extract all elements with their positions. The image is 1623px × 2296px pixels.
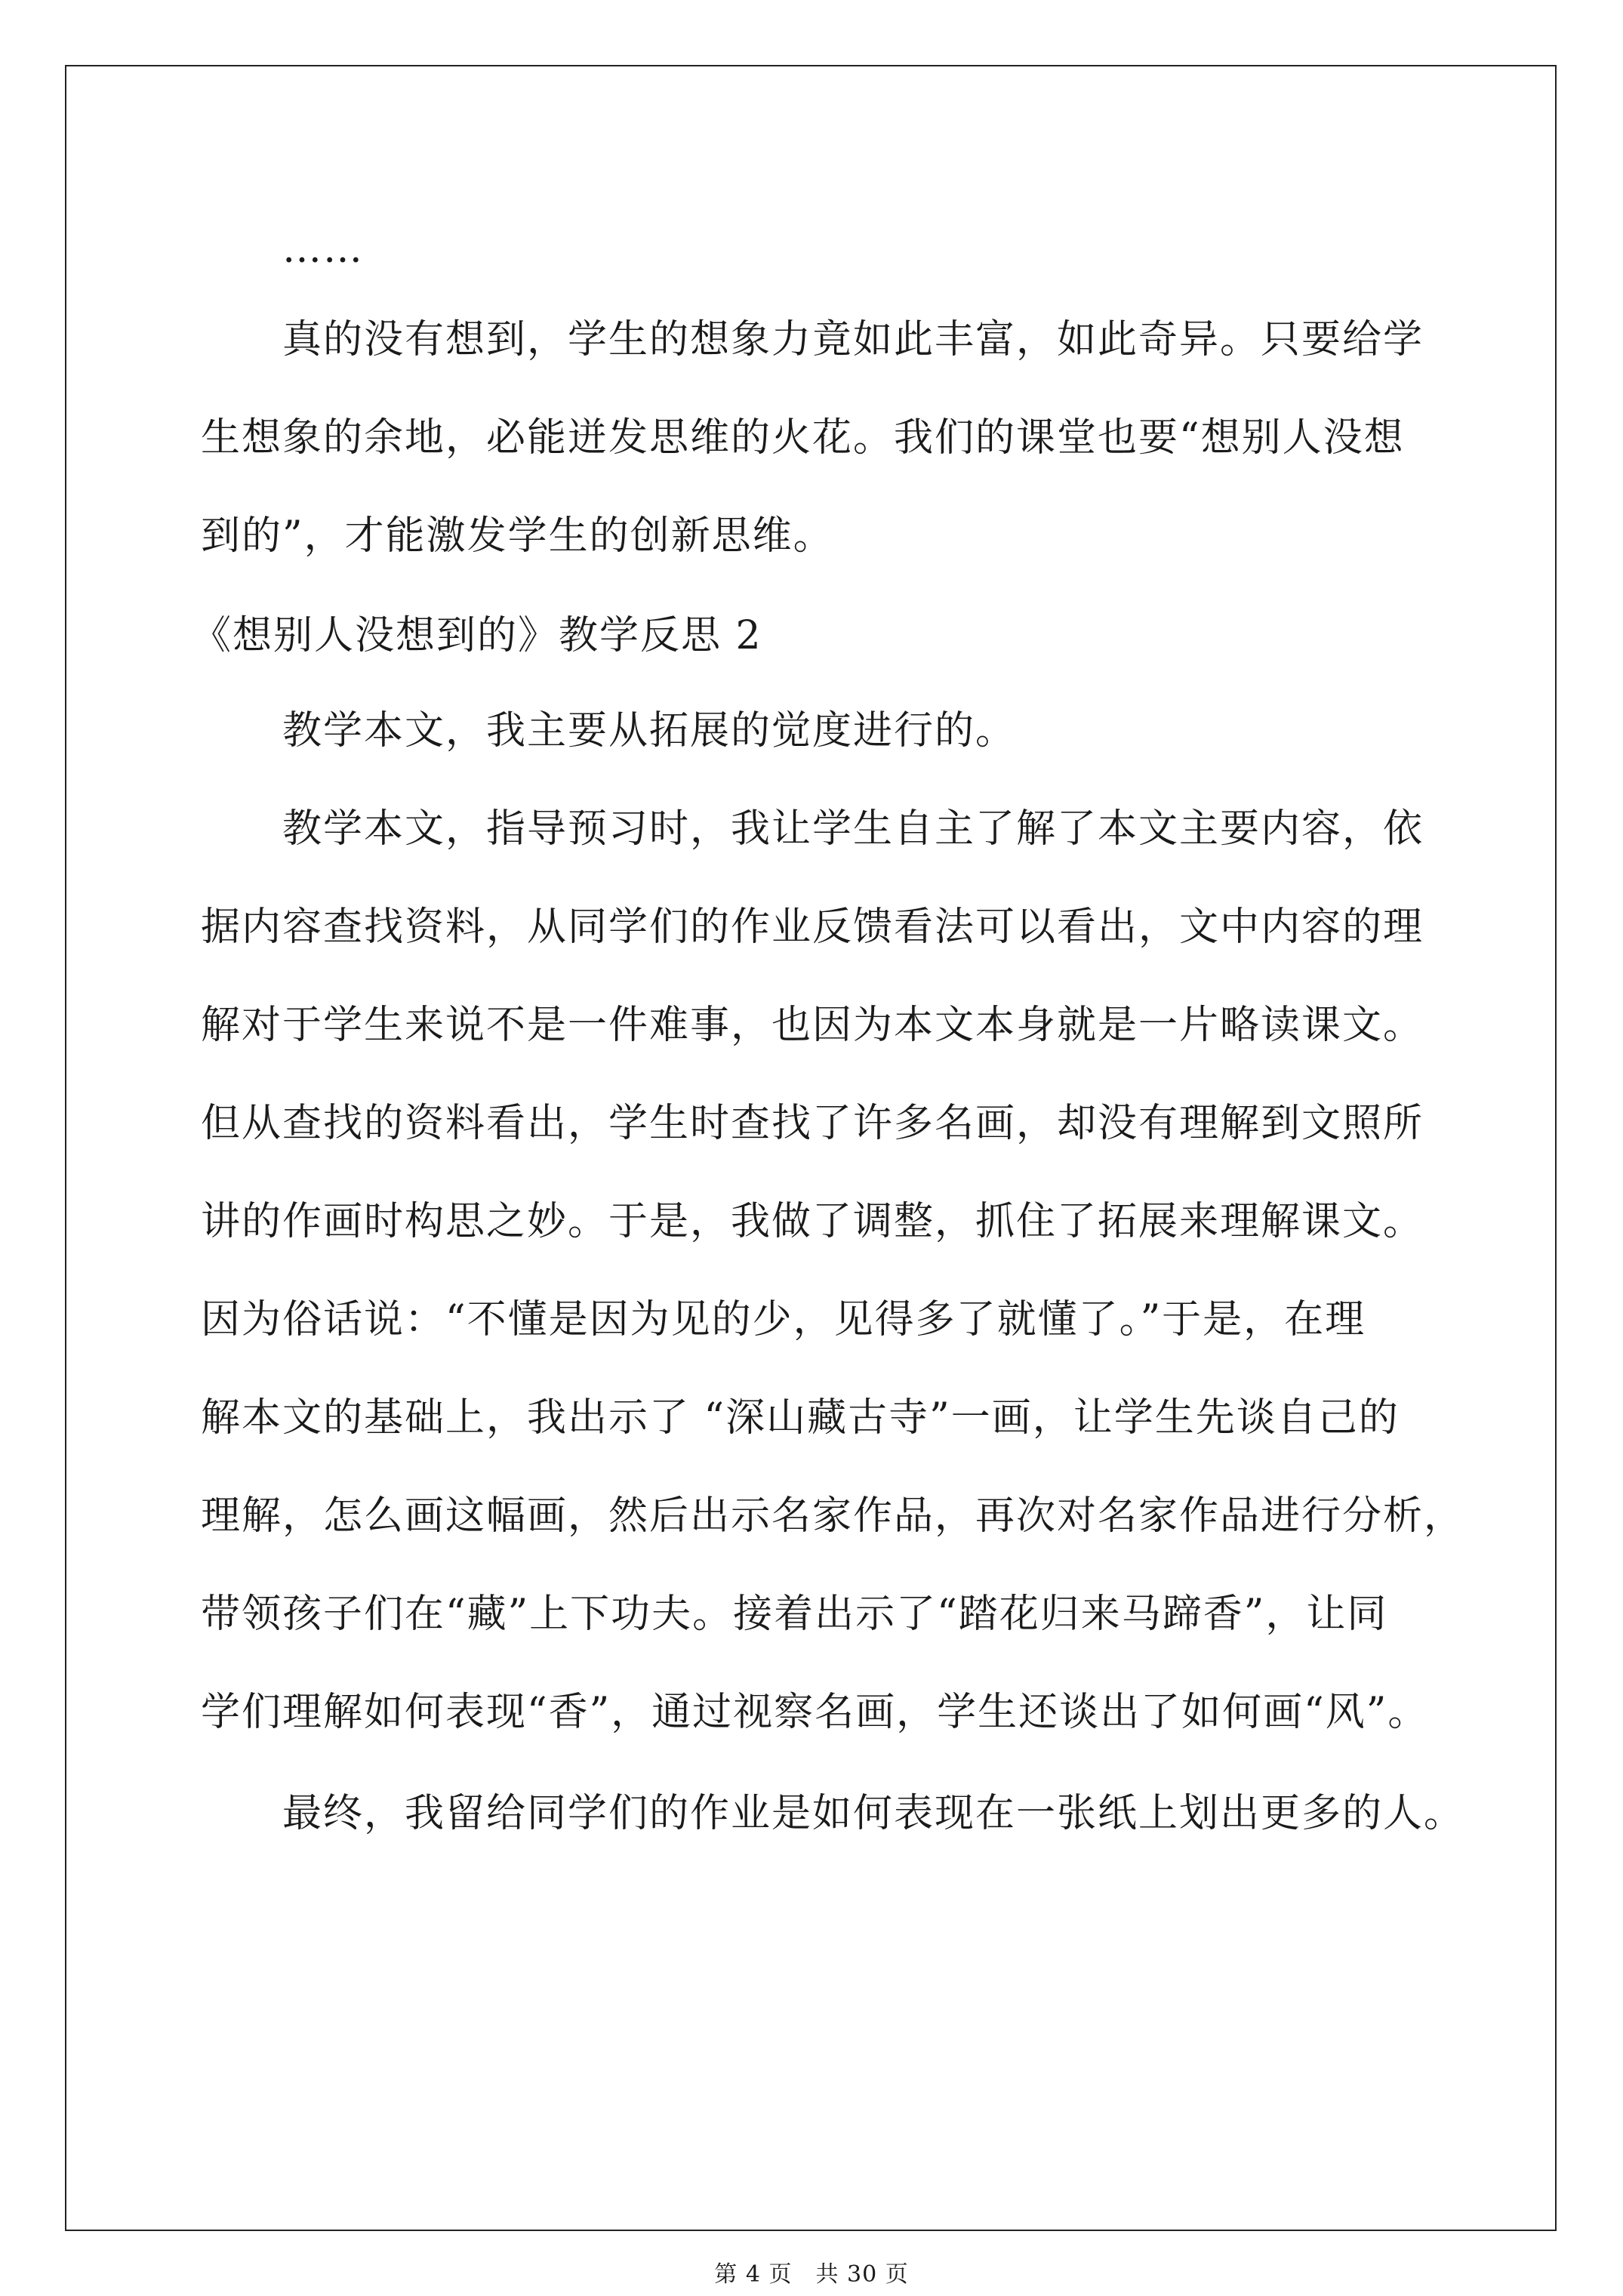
page-border [65, 65, 1557, 2231]
page-number: 第 4 页 共 30 页 [714, 2261, 909, 2288]
paragraph-line: 最终，我留给同学们的作业是如何表现在一张纸上划出更多的人。 [282, 1791, 1465, 1836]
paragraph-line: 理解，怎么画这幅画，然后出示名家作品，再次对名家作品进行分析， [201, 1493, 1465, 1539]
paragraph-line: 因为俗话说：“不懂是因为见的少，见得多了就懂了。”于是，在理 [201, 1297, 1366, 1342]
ellipsis-text: …… [282, 227, 364, 272]
paragraph-line: 讲的作画时构思之妙。于是，我做了调整，抓住了拓展来理解课文。 [201, 1199, 1424, 1244]
paragraph-line: 真的没有想到，学生的想象力竟如此丰富，如此奇异。只要给学 [282, 317, 1424, 362]
paragraph-line: 带领孩子们在“藏”上下功夫。接着出示了“踏花归来马蹄香”，让同 [201, 1592, 1388, 1637]
paragraph-line: 生想象的余地，必能迸发思维的火花。我们的课堂也要“想别人没想 [201, 415, 1405, 461]
paragraph-line: 但从查找的资料看出，学生时查找了许多名画，却没有理解到文照所 [201, 1101, 1424, 1146]
paragraph-line: 学们理解如何表现“香”，通过视察名画，学生还谈出了如何画“风”。 [201, 1690, 1429, 1735]
paragraph-line: 教学本文，我主要从拓展的觉度进行的。 [282, 708, 1017, 754]
paragraph-line: 解本文的基础上，我出示了 “深山藏古寺”一画，让学生先谈自己的 [201, 1395, 1400, 1441]
paragraph-line: 据内容查找资料，从同学们的作业反馈看法可以看出，文中内容的理 [201, 905, 1424, 950]
paragraph-line: 到的”，才能激发学生的创新思维。 [201, 513, 834, 559]
paragraph-line: 教学本文，指导预习时，我让学生自主了解了本文主要内容，依 [282, 806, 1424, 852]
paragraph-line: 解对于学生来说不是一件难事，也因为本文本身就是一片略读课文。 [201, 1003, 1424, 1048]
section-title: 《想别人没想到的》教学反思 2 [192, 613, 762, 658]
